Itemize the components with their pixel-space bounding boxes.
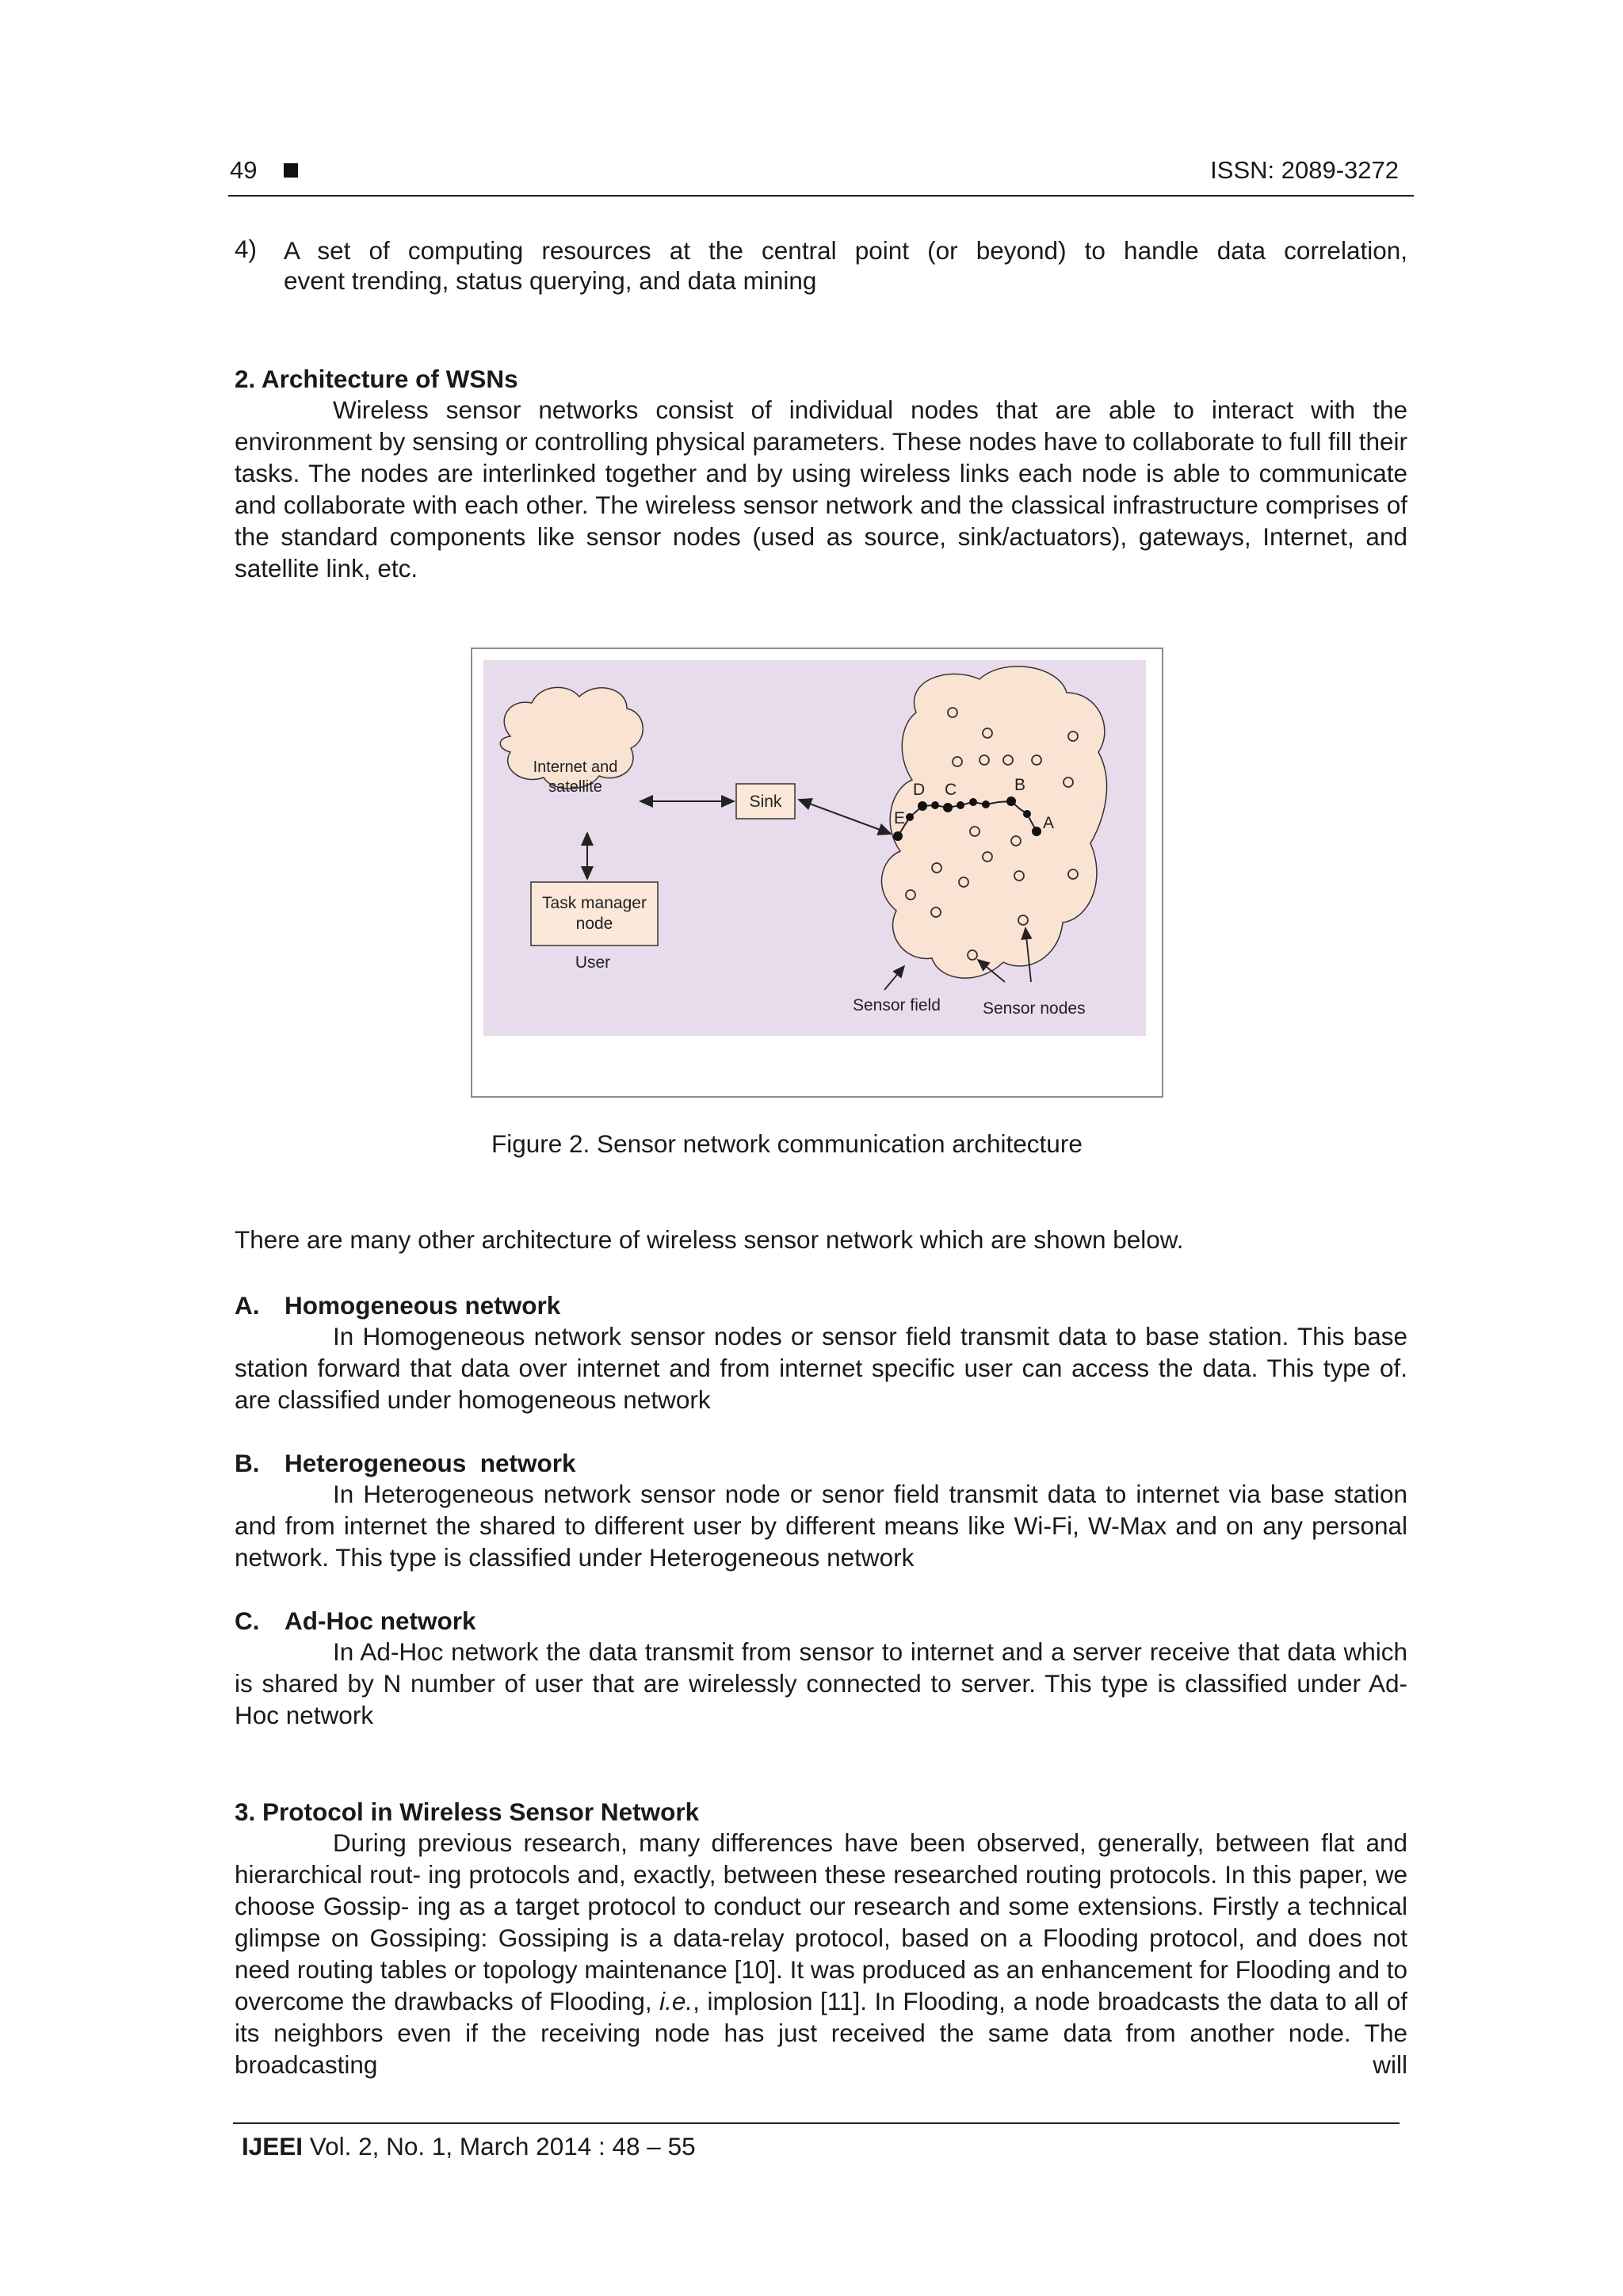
issn: ISSN: 2089-3272 bbox=[1210, 156, 1399, 184]
subsection-heading-c: C. Ad-Hoc network bbox=[235, 1606, 476, 1635]
user-label: User bbox=[575, 953, 611, 972]
route-dot bbox=[906, 813, 914, 821]
route-dot bbox=[982, 800, 990, 808]
subsection-body-a: In Homogeneous network sensor nodes or sensor field transmit data to base station. This base station forward that data over internet and from internet specific user can access the data. This type of. are classified under homogeneous network bbox=[235, 1322, 1407, 1414]
section-body: Wireless sensor networks consist of individual nodes that are able to interact with the environment by sensing or controlling physical parameters. These nodes have to collaborate to full fill their tasks. The nodes are interlinked together and by using wireless links each node is able to communicate and collaborate with each other. The wireless sensor network and the classical infrastructure comprises of the standard components like sensor nodes (used as source, sink/actuators), gateways, Internet, and satellite link, etc. bbox=[235, 395, 1407, 583]
subsection-heading-b: B. Heterogeneous network bbox=[235, 1449, 576, 1477]
section3-heading: 3. Protocol in Wireless Sensor Network bbox=[235, 1797, 700, 1826]
list-item-line2: event trending, status querying, and data mining bbox=[284, 266, 817, 295]
sensor-nodes-label: Sensor nodes bbox=[983, 999, 1086, 1018]
node-b-label: B bbox=[1014, 776, 1026, 794]
footer-rule bbox=[233, 2122, 1400, 2124]
subsection-heading-a: A. Homogeneous network bbox=[235, 1291, 561, 1320]
internet-label-1: Internet and bbox=[533, 758, 618, 776]
route-dot bbox=[969, 798, 977, 806]
node-c bbox=[943, 803, 953, 812]
figure-caption: Figure 2. Sensor network communication architecture bbox=[491, 1129, 1083, 1158]
task-manager-label-1: Task manager bbox=[542, 894, 647, 912]
section-heading: 2. Architecture of WSNs bbox=[235, 365, 518, 393]
task-manager-box bbox=[531, 882, 658, 946]
footer-citation bbox=[242, 2132, 696, 2161]
architecture-diagram bbox=[472, 649, 1162, 1096]
footer-volume: Vol. 2, No. 1, March 2014 : 48 – 55 bbox=[303, 2132, 696, 2160]
node-b bbox=[1006, 797, 1016, 806]
other-architecture-intro: There are many other architecture of wireless sensor network which are shown below. bbox=[235, 1225, 1184, 1254]
section3-body-part1: During previous research, many differences have been observed, generally, between flat and hierarchical rout- ing protocols and, exactly, between these researched routing protocols. In this paper, we choose Gossip- ing as a target protocol to conduct our research and some extensions. Firstly a technical glimpse on Gossiping: Gossiping is a data-relay protocol, based on a Flooding protocol, and does not need routing tables or topology maintenance [10]. It was produced as an enhancement for Flooding and to overcome the drawbacks of Flooding, bbox=[235, 1828, 1407, 2015]
sink-label: Sink bbox=[749, 793, 782, 811]
section3-body bbox=[235, 1827, 1407, 2080]
node-c-label: C bbox=[945, 781, 957, 799]
node-a bbox=[1032, 827, 1041, 836]
page-number: 49 bbox=[230, 156, 258, 184]
route-dot bbox=[931, 801, 939, 809]
subsection-body-c: In Ad-Hoc network the data transmit from sensor to internet and a server receive that data which is shared by N number of user that are wirelessly connected to server. This type is classified under Ad-Hoc network bbox=[235, 1637, 1407, 1729]
section3-ie: i.e. bbox=[659, 1987, 693, 2015]
node-e bbox=[893, 831, 903, 841]
list-marker: 4) bbox=[235, 235, 258, 263]
section3-body-part2: , implosion [11]. In Flooding, a node broadcasts the data to all of its neighbors even if the receiving node has just received the same data from another node. The broadcasting will bbox=[235, 1987, 1407, 2079]
sensor-field-label: Sensor field bbox=[853, 996, 941, 1014]
route-dot bbox=[1023, 810, 1031, 818]
node-d bbox=[918, 801, 927, 811]
node-a-label: A bbox=[1043, 814, 1055, 832]
subsection-body-b: In Heterogeneous network sensor node or senor field transmit data to internet via base station and from internet the shared to different user by different means like Wi-Fi, W-Max and on any personal network. This type is classified under Heterogeneous network bbox=[235, 1480, 1407, 1572]
node-e-label: E bbox=[894, 809, 906, 827]
header-rule bbox=[228, 195, 1414, 197]
node-d-label: D bbox=[913, 781, 926, 799]
list-item-line1: A set of computing resources at the central point (or beyond) to handle data correlation, bbox=[284, 236, 1407, 265]
footer-journal: IJEEI bbox=[242, 2132, 304, 2160]
header-square-marker bbox=[284, 163, 298, 178]
task-manager-label-2: node bbox=[575, 915, 613, 933]
route-dot bbox=[957, 801, 964, 809]
figure-frame bbox=[471, 648, 1163, 1098]
internet-label-2: satellite bbox=[548, 778, 602, 796]
